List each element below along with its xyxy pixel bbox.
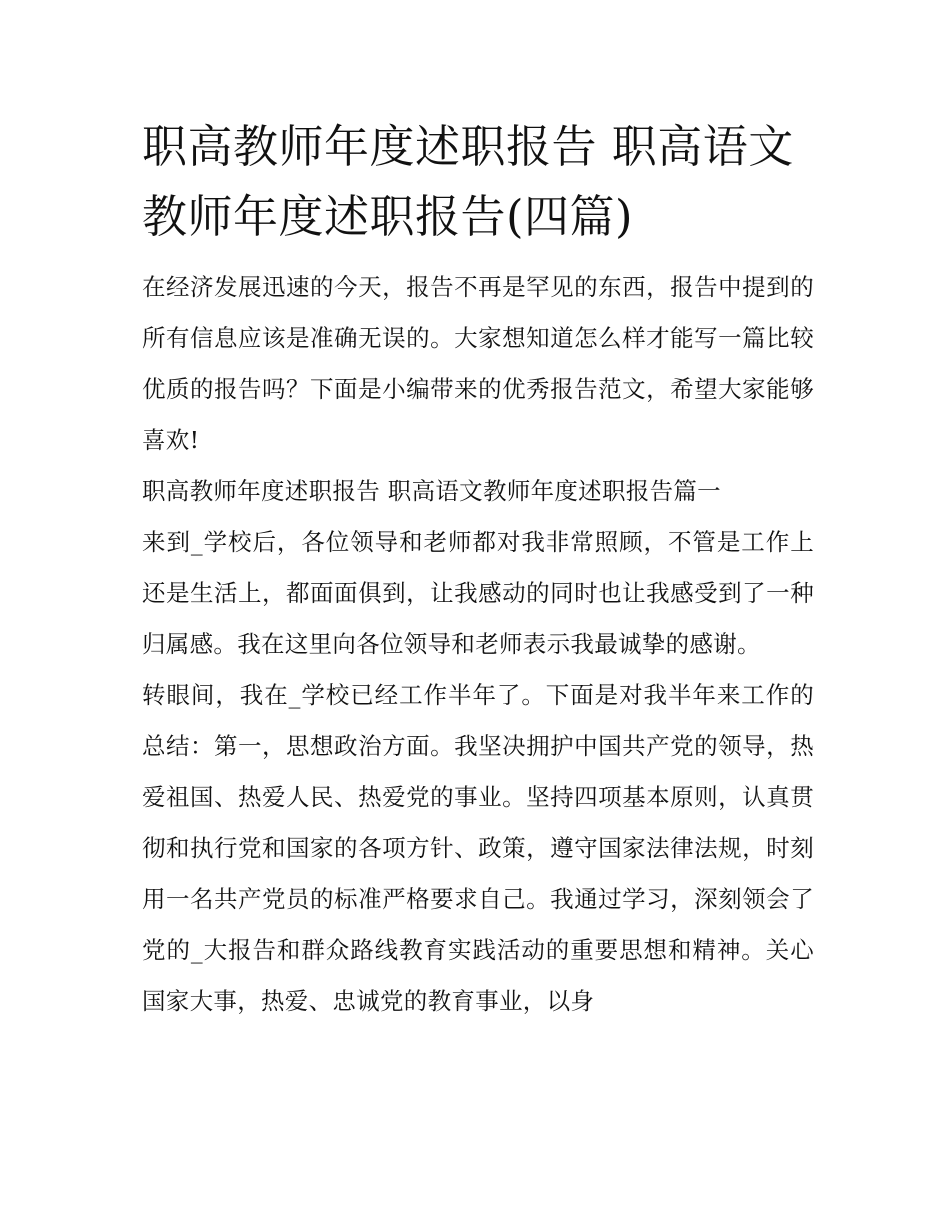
title-block — [142, 112, 814, 252]
intro-paragraph: 在经济发展迅速的今天，报告不再是罕见的东西，报告中提到的所有信息应该是准确无误的。大家想知道怎么样才能写一篇比较优质的报告吗？下面是小编带来的优秀报告范文，希望大家能够喜欢! — [142, 273, 814, 454]
body-paragraph: 转眼间，我在_学校已经工作半年了。下面是对我半年来工作的总结：第一，思想政治方面。我坚决拥护中国共产党的领导，热爱祖国、热爱人民、热爱党的事业。坚持四项基本原则，认真贯彻和执行党和国家的各项方针、政策，遵守国家法律法规，时刻用一名共产党员的标准严格要求自己。我通过学习，深刻领会了党的_大报告和群众路线教育实践活动的重要思想和精神。关心国家大事，热爱、忠诚党的教育事业，以身 — [142, 681, 814, 1015]
body-paragraph: 来到_学校后，各位领导和老师都对我非常照顾，不管是工作上还是生活上，都面面俱到，让我感动的同时也让我感受到了一种归属感。我在这里向各位领导和老师表示我最诚挚的感谢。 — [142, 528, 814, 658]
document-title: 职高教师年度述职报告 职高语文教师年度述职报告(四篇) — [142, 120, 794, 243]
section-heading: 职高教师年度述职报告 职高语文教师年度述职报告篇一 — [142, 477, 721, 505]
document-page — [142, 112, 814, 1027]
